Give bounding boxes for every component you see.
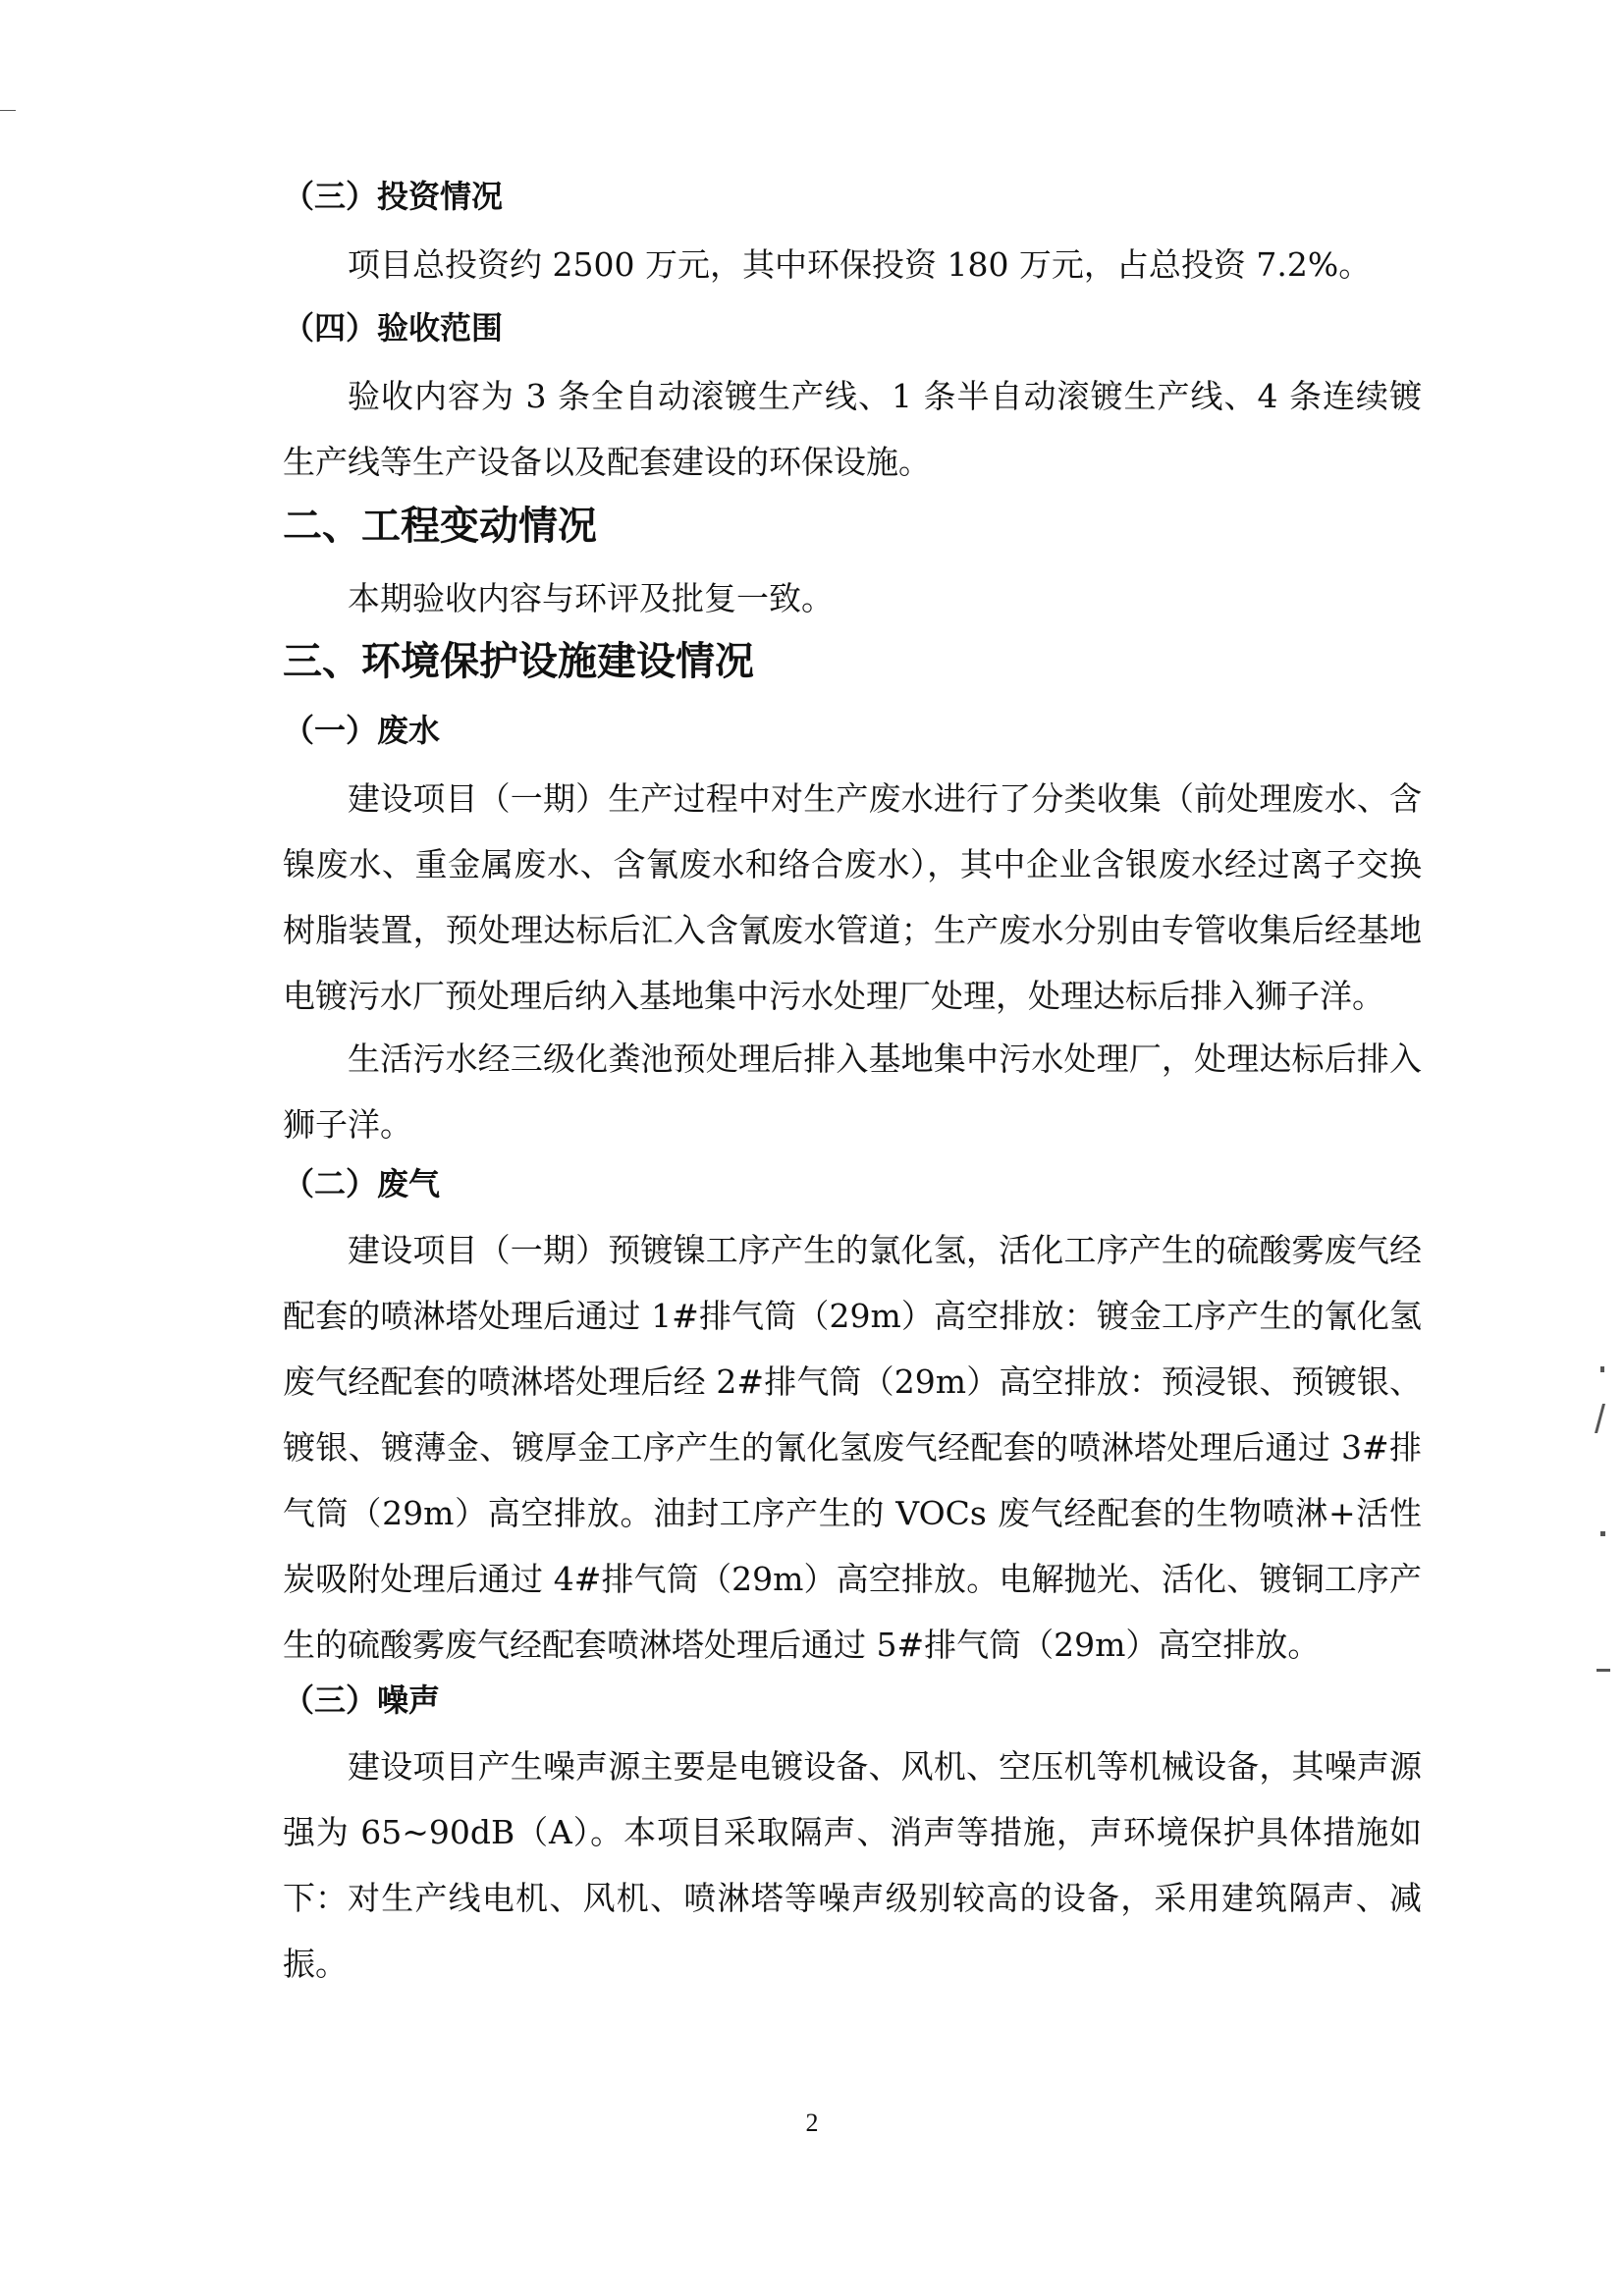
paragraph-wastewater-domestic: 生活污水经三级化粪池预处理后排入基地集中污水处理厂，处理达标后排入狮子洋。 [283, 1040, 1422, 1144]
heading-noise: （三）噪声 [283, 1682, 441, 1719]
paragraph-noise-measures: 对生产线电机、风机、喷淋塔等噪声级别较高的设备，采用建筑隔声、减振。 [283, 1879, 1422, 1983]
paragraph-noise-sources: 建设项目产生噪声源主要是电镀设备、风机、空压机等机械设备，其噪声源强为 65~90dB（A）。本项目采取隔声、消声等措施，声环境保护具体措施如下： [283, 1747, 1422, 1917]
scan-artifact-left [0, 110, 16, 111]
scan-artifact-right-3 [1600, 1531, 1605, 1536]
heading-wastewater: （一）废水 [283, 712, 441, 749]
heading-investment: （三）投资情况 [283, 178, 504, 215]
page-number: 2 [805, 2109, 819, 2137]
paragraph-engineering-changes: 本期验收内容与环评及批复一致。 [348, 579, 834, 617]
paragraph-exhaust-gas: 建设项目（一期）预镀镍工序产生的氯化氢，活化工序产生的硫酸雾废气经配套的喷淋塔处理后通过 1#排气筒（29m）高空排放：镀金工序产生的氰化氢废气经配套的喷淋塔处理后经 2#排气筒（29m）高空排放：预浸银、预镀银、镀银、镀薄金、镀厚金工序产生的氰化氢废气经配套的喷淋塔处理后通过 3#排气筒（29m）高空排放。油封工序产生的 VOCs 废气经配套的生物喷淋+活性炭吸附处理后通过 4#排气筒（29m）高空排放。电解抛光、活化、镀铜工序产生的硫酸雾废气经配套喷淋塔处理后通过 5#排气筒（29m）高空排放。 [283, 1231, 1422, 1664]
scan-artifact-right-1 [1600, 1366, 1604, 1372]
section-heading-environmental-facilities: 三、环境保护设施建设情况 [283, 639, 754, 684]
paragraph-investment: 项目总投资约 2500 万元，其中环保投资 180 万元，占总投资 7.2%。 [348, 245, 1372, 284]
scan-artifact-right-4 [1597, 1669, 1610, 1672]
paragraph-wastewater-production: 建设项目（一期）生产过程中对生产废水进行了分类收集（前处理废水、含镍废水、重金属废水、含氰废水和络合废水），其中企业含银废水经过离子交换树脂装置，预处理达标后汇入含氰废水管道；生产废水分别由专管收集后经基地电镀污水厂预处理后纳入基地集中污水处理厂处理，处理达标后排入狮子洋。 [283, 779, 1422, 1015]
scan-artifact-right-2 [1595, 1404, 1605, 1433]
heading-exhaust-gas: （二）废气 [283, 1165, 441, 1202]
paragraph-acceptance-scope: 验收内容为 3 条全自动滚镀生产线、1 条半自动滚镀生产线、4 条连续镀生产线等生产设备以及配套建设的环保设施。 [283, 377, 1422, 481]
heading-acceptance-scope: （四）验收范围 [283, 309, 504, 347]
section-heading-engineering-changes: 二、工程变动情况 [283, 504, 597, 549]
